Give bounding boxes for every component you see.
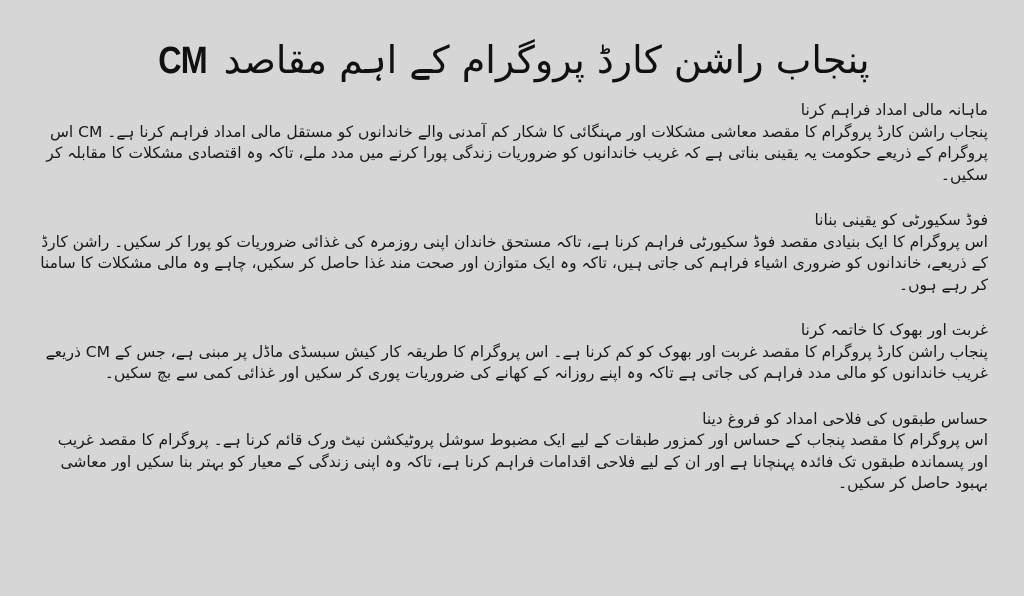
section-heading: فوڈ سکیورٹی کو یقینی بنانا bbox=[814, 211, 988, 229]
section-food-security bbox=[34, 210, 988, 296]
section-welfare-vulnerable bbox=[34, 409, 988, 495]
section-heading: غربت اور بھوک کا خاتمہ کرنا bbox=[800, 321, 988, 339]
section-paragraph: پنجاب راشن کارڈ پروگرام کا مقصد غربت اور بھوک کو کم کرنا ہے۔ اس پروگرام کا طریقہ کار کیش سبسڈی ماڈل پر مبنی ہے، جس کے CM ذریعے غریب خاندانوں کو مالی مدد فراہم کی جاتی ہے تاکہ وہ اپنے روزانہ کے کھانے کی ضروریات پوری کر سکیں اور غذائی کمی سے بچ سکیں۔ bbox=[45, 342, 988, 382]
section-paragraph: اس پروگرام کا ایک بنیادی مقصد فوڈ سکیورٹی فراہم کرنا ہے، تاکہ مستحق خاندان اپنی روزمرہ کی غذائی ضروریات کو پورا کر سکیں۔ راشن کارڈ کے ذریعے، خاندانوں کو ضروری اشیاء فراہم کی جاتی ہیں، تاکہ وہ ایک متوازن اور صحت مند غذا حاصل کر سکیں، چاہے وہ مالی مشکلات کا سامنا کر رہے ہوں۔ bbox=[40, 232, 988, 294]
section-paragraph: پنجاب راشن کارڈ پروگرام کا مقصد معاشی مشکلات اور مہنگائی کا شکار کم آمدنی والے خاندانوں کو مستقل مالی امداد فراہم کرنا ہے۔ CM اس پروگرام کے ذریعے حکومت یہ یقینی بناتی ہے کہ غریب خاندانوں کو ضروریات زندگی پورا کرنے میں مدد ملے، تاکہ وہ اقتصادی مشکلات کا مقابلہ کر سکیں۔ bbox=[46, 122, 988, 184]
section-paragraph: اس پروگرام کا مقصد پنجاب کے حساس اور کمزور طبقات کے لیے ایک مضبوط سوشل پروٹیکشن نیٹ ورک قائم کرنا ہے۔ پروگرام کا مقصد غریب اور پسماندہ طبقوں تک فائدہ پہنچانا ہے اور ان کے لیے فلاحی اقدامات فراہم کرنا ہے، تاکہ وہ اپنی زندگی کے معیار کو بہتر بنا سکیں اور معاشی بہبود حاصل کر سکیں۔ bbox=[57, 431, 988, 492]
page-title-text: پنجاب راشن کارڈ پروگرام کے اہم مقاصد bbox=[223, 38, 870, 82]
section-heading: حساس طبقوں کی فلاحی امداد کو فروغ دینا bbox=[702, 409, 988, 428]
section-heading: ماہانہ مالی امداد فراہم کرنا bbox=[800, 101, 988, 119]
page-title-cm: CM bbox=[158, 40, 208, 82]
page-title bbox=[0, 30, 1024, 91]
article-body bbox=[34, 100, 988, 519]
section-monthly-financial-aid bbox=[34, 100, 988, 186]
section-poverty-hunger bbox=[34, 320, 988, 385]
